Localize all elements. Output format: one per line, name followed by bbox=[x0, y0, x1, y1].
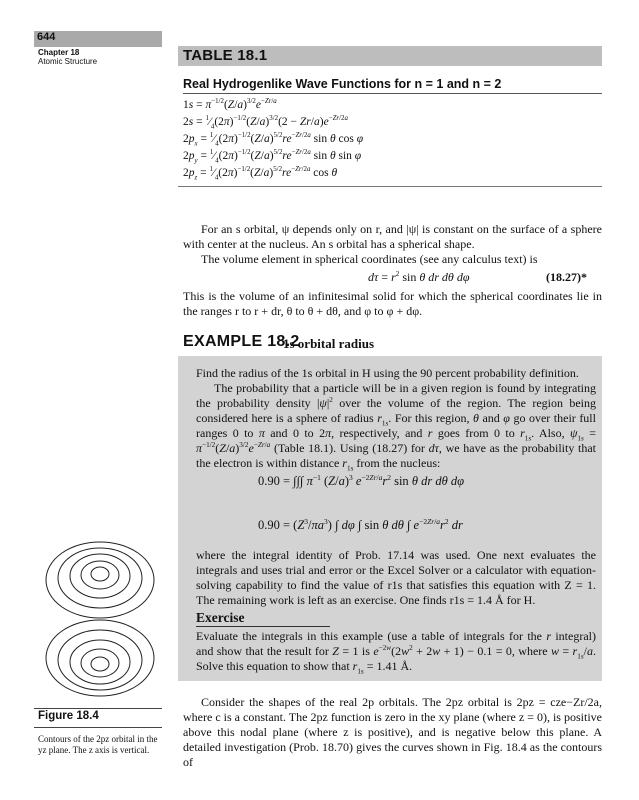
example-paragraph-2: The probability that a particle will be in a given region is found by integrating the probability density $|\psi|^2$ over the volume of the region. The region being considered here is a sphere of radius $r_{1s}$. For this region, θ and φ go over their full ranges 0 to π and 0 to 2π, respectively, and r goes from 0 to $r_{1s}$. Also, $\psi_{1s} = \pi^{-1/2}(Z/a)^{3/2}e^{-Zr/a}$ (Table 18.1). Using (18.27) for dτ, we have as the probability that the electron is within distance $r_{1s}$ from the nucleus: bbox=[196, 381, 597, 473]
figure-rule-bottom bbox=[34, 727, 162, 728]
example-paragraph-3: where the integral identity of Prob. 17.14 was used. One next evaluates the integrals and uses trial and error or the Excel Solver or a calculator with equation-solving capability to find the value of r1s that satisfies this equation with Z = 1. The remaining work is left as an exercise. One finds r1s = 1.4 Å for H. bbox=[196, 548, 596, 607]
wavefunction-2py: $2p_y$ = $^1⁄_4(2\pi)^{-1/2}(Z/a)^{5/2}re^{-Zr/2a}$ sin θ sin φ bbox=[183, 149, 362, 165]
page-number: 644 bbox=[37, 31, 56, 43]
intro-paragraph-1: For an s orbital, ψ depends only on r, and |ψ| is constant on the surface of a sphere with center at the nucleus. An s orbital has a spherical shape. bbox=[183, 222, 602, 251]
figure-caption: Contours of the 2pz orbital in the yz plane. The z axis is vertical. bbox=[38, 734, 158, 755]
table-rule-bottom bbox=[178, 186, 602, 187]
example-label: EXAMPLE 18.2 bbox=[183, 333, 300, 350]
figure-label: Figure 18.4 bbox=[38, 710, 99, 722]
chapter-title: Atomic Structure bbox=[38, 57, 98, 66]
equation-number: (18.27)* bbox=[546, 270, 587, 284]
contour-lower-4 bbox=[81, 649, 119, 677]
exercise-title: Exercise bbox=[196, 610, 245, 625]
table-caption: Real Hydrogenlike Wave Functions for n = 1 and n = 2 bbox=[183, 77, 502, 91]
chapter-label: Chapter 18 bbox=[38, 48, 80, 57]
orbital-contour-figure bbox=[30, 540, 170, 698]
wavefunction-2pz: $2p_z$ = $^1⁄_4(2\pi)^{-1/2}(Z/a)^{5/2}re^{-Zr/2a}$ cos θ bbox=[183, 166, 338, 182]
example-paragraph-1: Find the radius of the 1s orbital in H using the 90 percent probability definition. bbox=[196, 366, 579, 380]
contour-lower-1 bbox=[46, 620, 154, 696]
intro-paragraph-2: The volume element in spherical coordinates (see any calculus text) is bbox=[201, 252, 538, 266]
wavefunction-2s: $2s = ^1⁄_4(2\pi)^{-1/2}(Z/a)^{3/2}(2 - Zr/a)e^{-Zr/2a}$ bbox=[183, 115, 348, 131]
intro-paragraph-3: This is the volume of an infinitesimal solid for which the spherical coordinates lie in the ranges r to r + dr, θ to θ + dθ, and φ to φ + dφ. bbox=[183, 289, 602, 318]
volume-element-equation: $d\tau = r^2$ sin θ dr dθ dφ bbox=[368, 270, 470, 284]
exercise-text: Evaluate the integrals in this example (use a table of integrals for the r integral) and show that the result for Z = 1 is $e^{-2w}(2w^2 + 2w + 1) - 0.1 = 0$, where $w = r_{1s}/a$. Solve this equation to show that $r_{1s} = 1.41$ Å. bbox=[196, 629, 596, 676]
contour-upper-5 bbox=[91, 567, 109, 581]
contour-upper-4 bbox=[81, 561, 119, 589]
probability-integral-2: $0.90 = (Z^3/\pi a^3)$ ∫ dφ ∫ sin θ dθ ∫ $e^{-2Zr/a}r^2$ dr bbox=[258, 516, 463, 532]
probability-integral-1: 0.90 = ∫∫∫ $\pi^{-1}$ $(Z/a)^3$ $e^{-2Zr/a}r^2$ sin θ dr dθ dφ bbox=[258, 472, 464, 488]
contour-upper-1 bbox=[46, 542, 154, 618]
table-title: TABLE 18.1 bbox=[183, 47, 268, 64]
closing-paragraph: Consider the shapes of the real 2p orbitals. The 2pz orbital is 2pz = cze−Zr/2a, where c is a constant. The 2pz function is zero in the xy plane (where z = 0), is positive above this nodal plane (where z is positive), and is negative below this plane. A detailed investigation (Prob. 18.70) gives the curves shown in Fig. 18.4 as the contours of bbox=[183, 695, 602, 769]
figure-rule-top bbox=[34, 708, 162, 709]
example-subtitle: 1s orbital radius bbox=[283, 336, 375, 351]
wavefunction-2px: $2p_x$ = $^1⁄_4(2\pi)^{-1/2}(Z/a)^{5/2}re^{-Zr/2a}$ sin θ cos φ bbox=[183, 132, 364, 148]
table-rule-top bbox=[183, 93, 602, 94]
exercise-underline bbox=[196, 626, 330, 627]
contour-lower-5 bbox=[91, 657, 109, 671]
wavefunction-1s: $1s = \pi^{-1/2}(Z/a)^{3/2}e^{-Zr/a}$ bbox=[183, 98, 277, 111]
